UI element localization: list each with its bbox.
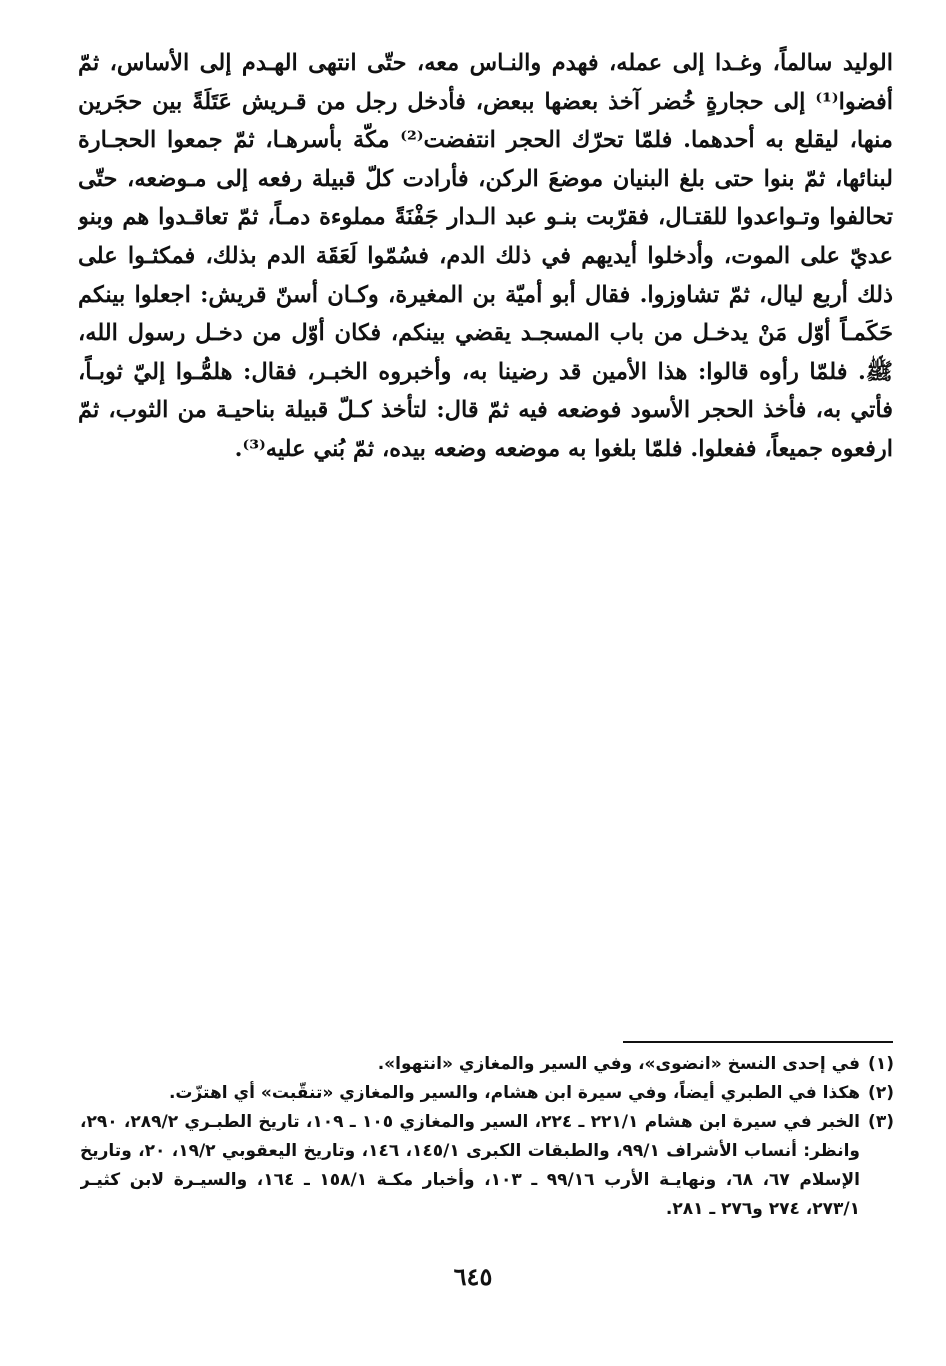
footnote-line: وانظر: أنساب الأشراف ٩٩/١، والطبقات الكبرى ١٤٥/١، ١٤٦، وتاريخ اليعقوبي ١٩/٢، ٢٠، وتاريخ xyxy=(80,1141,860,1161)
footnote-line: الإسلام ٦٧، ٦٨، ونهايـة الأرب ٩٩/١٦ ـ ١٠٣، وأخبار مكـة ١٥٨/١ ـ ١٦٤، والسيـرة لابن كثيـر xyxy=(80,1170,860,1190)
footnote-separator xyxy=(623,1041,893,1043)
footnote-number: (٣) xyxy=(868,1112,894,1132)
footnote-line: في إحدى النسخ «انضوى»، وفي السير والمغازي «انتهوا». xyxy=(377,1054,860,1074)
footnote-text xyxy=(80,1079,860,1108)
footnote xyxy=(80,1079,894,1108)
footnote-text xyxy=(80,1050,860,1079)
footnote xyxy=(80,1050,894,1079)
text-line: عديّ على الموت، وأدخلوا أيديهم في ذلك الدم، فسُمّوا لَعَقَة الدم بذلك، فمكثـوا على xyxy=(78,242,893,269)
text-line: منها، ليقلع به أحدهما. فلمّا تحرّك الحجر انتفضت⁽²⁾ مكّة بأسرهـا، ثمّ جمعوا الحجـارة xyxy=(78,127,893,154)
text-line: الوليد سالماً، وغـدا إلى عمله، فهدم والنـاس معه، حتّى انتهى الهـدم إلى الأساس، ثمّ xyxy=(78,50,893,76)
footnote-line: الخبر في سيرة ابن هشام ٢٢١/١ ـ ٢٢٤، السير والمغازي ١٠٥ ـ ١٠٩، تاريخ الطبـري ٢٨٩/٢، ٢٩٠، xyxy=(80,1112,860,1132)
text-line: أفضوا⁽¹⁾ إلى حجارةٍ خُضر آخذ بعضها ببعض، فأدخل رجل من قـريش عَتَلَةً بين حجَرين xyxy=(78,88,893,115)
footnote-text xyxy=(80,1108,860,1224)
footnotes-block xyxy=(80,1050,894,1224)
text-line: ﷺ. فلمّا رأوه قالوا: هذا الأمين قد رضينا به، وأخبروه الخبـر، فقال: هلمُّـوا إليّ ثوبـاً، xyxy=(78,358,893,385)
footnote-line: ٢٧٣/١، ٢٧٤ و٢٧٦ ـ ٢٨١. xyxy=(665,1199,860,1219)
text-line: لبنائها، ثمّ بنوا حتى بلغ البنيان موضعَ الركن، فأرادت كلّ قبيلة رفعه إلى مـوضعه، حتّى xyxy=(78,165,893,192)
main-text-block xyxy=(78,44,893,469)
footnote-line: هكذا في الطبري أيضاً، وفي سيرة ابن هشام، والسير والمغازي «تنقّبت» أي اهتزّت. xyxy=(168,1083,860,1103)
text-line: فأتي به، فأخذ الحجر الأسود فوضعه فيه ثمّ قال: لتأخذ كـلّ قبيلة بناحيـة من الثوب، ثمّ xyxy=(78,397,893,424)
footnote-number: (١) xyxy=(868,1054,894,1074)
text-line: ذلك أربع ليال، ثمّ تشاوزوا. فقال أبو أميّة بن المغيرة، وكـان أسنّ قريش: اجعلوا بينكم xyxy=(78,281,893,308)
page-number: ٦٤٥ xyxy=(453,1262,493,1291)
text-line: حَكَمـاً أوّل مَنْ يدخـل من باب المسجـد يقضي بينكم، فكان أوّل من دخـل رسول الله، xyxy=(78,320,893,347)
footnote-number: (٢) xyxy=(868,1083,894,1103)
text-line: تحالفوا وتـواعدوا للقتـال، فقرّبت بنـو عبد الـدار جَفْنَةً مملوءة دمـاً، ثمّ تعاقـدوا هم وبنو xyxy=(78,204,893,231)
footnote xyxy=(80,1108,894,1224)
text-line: ارفعوه جميعاً، ففعلوا. فلمّا بلغوا به موضعه وضعه بيده، ثمّ بُني عليه⁽³⁾. xyxy=(234,435,893,462)
